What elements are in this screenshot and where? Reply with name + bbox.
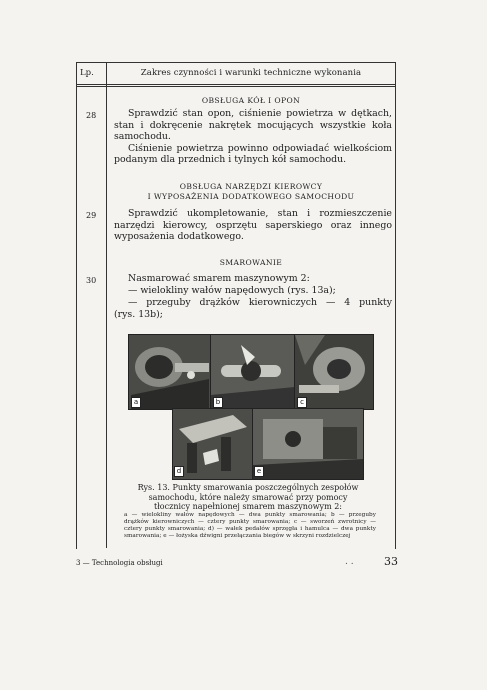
figure-label-a: a xyxy=(131,397,141,408)
header-lp: Lp. xyxy=(80,68,94,78)
paragraph-text: Sprawdzić stan opon, ciśnienie powietrza w dętkach, stan i dokręcenie nakrętek mocujących wszystkie koła samochodu. xyxy=(114,108,392,143)
row-number-30: 30 xyxy=(86,276,97,285)
paragraph-text: Sprawdzić ukompletowanie, stan i rozmieszczenie narzędzi kierowcy, osprzętu saperskiego oraz innego wyposażenia dodatkowego. xyxy=(114,208,392,243)
section-heading-tools-1: OBSŁUGA NARZĘDZI KIEROWCY xyxy=(179,182,323,191)
lubrication-line: Nasmarować smarem maszynowym 2: xyxy=(128,273,310,284)
section-heading-wheels: OBSŁUGA KÓŁ I OPON xyxy=(201,96,301,105)
footer-dots: . . xyxy=(345,557,354,567)
figure-label-c: c xyxy=(297,397,307,408)
lubrication-line: (rys. 13b); xyxy=(114,309,163,320)
row-number-29: 29 xyxy=(86,211,97,220)
figure-caption: Rys. 13. Punkty smarowania poszczególnych zespołów samochodu, które należy smarować przy pomocy tłocznicy napełnionej smarem maszynowym 2: xyxy=(137,483,359,511)
paragraph-text: Ciśnienie powietrza powinno odpowiadać wielkościom podanym dla przednich i tylnych kół samochodu. xyxy=(114,142,392,166)
lubrication-line: — wielokliny wałów napędowych (rys. 13a); xyxy=(128,285,336,296)
lubrication-line: — przeguby drążków kierowniczych — 4 punkty xyxy=(128,297,392,308)
section-heading-tools-2: I WYPOSAŻENIA DODATKOWEGO SAMOCHODU xyxy=(147,192,355,201)
header-rule xyxy=(76,84,395,85)
header-title: Zakres czynności i warunki techniczne wykonania xyxy=(140,68,362,78)
header-rule-double xyxy=(76,86,395,87)
figure-label-e: e xyxy=(254,466,264,477)
page-number: 33 xyxy=(384,555,398,568)
figure-panel-e xyxy=(252,408,364,480)
row-number-28: 28 xyxy=(86,111,97,120)
column-divider xyxy=(106,62,107,548)
paragraph-tools xyxy=(114,208,392,243)
figure-panel-d xyxy=(172,408,254,480)
section-heading-lubrication: SMAROWANIE xyxy=(219,258,283,267)
figure-label-b: b xyxy=(213,397,223,408)
figure-legend: a — wielokliny wałów napędowych — dwa punkty smarowania; b — przeguby drążków kierowniczych — cztery punkty smarowania; c — sworzeń zwrotnicy — cztery punkty smarowania; d) — wałek pedałów sprzęgła i hamulca — dwa punkty smarowania; e — łożyska dźwigni przełączania biegów w skrzyni rozdzielczej xyxy=(124,512,376,539)
figure-label-d: d xyxy=(174,466,184,477)
footer-signature: 3 — Technologia obsługi xyxy=(76,559,163,567)
paragraph-wheels xyxy=(114,108,392,166)
